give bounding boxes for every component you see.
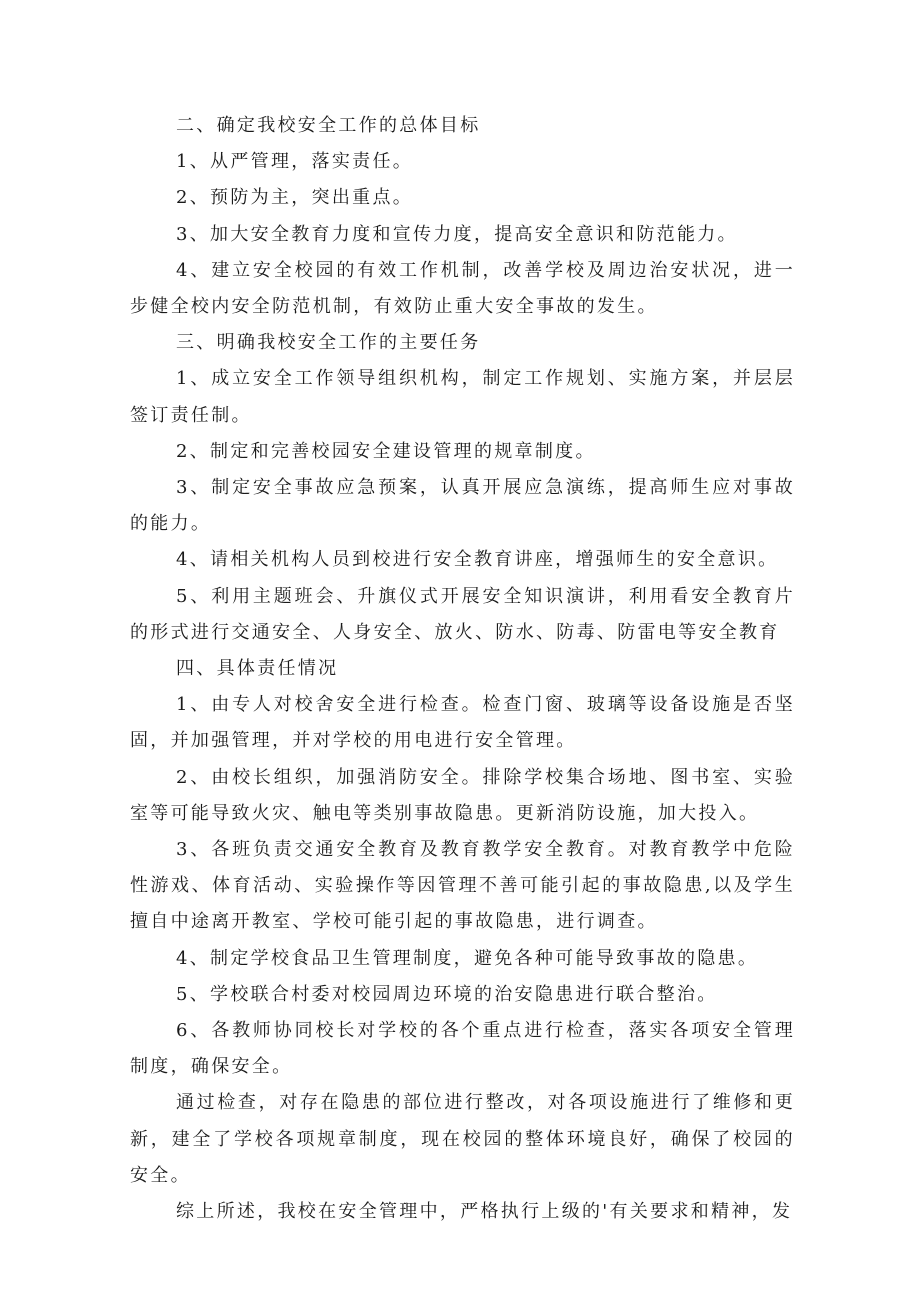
section-heading-tasks: 三、明确我校安全工作的主要任务 bbox=[176, 332, 481, 354]
conclusion-paragraph: 综上所述，我校在安全管理中，严格执行上级的'有关要求和精神，发 bbox=[176, 1201, 793, 1223]
task-item-2: 2、制定和完善校园安全建设管理的规章制度。 bbox=[176, 440, 596, 462]
goal-item-4: 4、建立安全校园的有效工作机制，改善学校及周边治安状况，进一步健全校内安全防范机制，有效防止重大安全事故的发生。 bbox=[130, 259, 795, 318]
goal-item-2: 2、预防为主，突出重点。 bbox=[176, 187, 414, 209]
responsibility-item-6: 6、各教师协同校长对学校的各个重点进行检查，落实各项安全管理制度，确保安全。 bbox=[130, 1020, 795, 1078]
goal-item-1: 1、从严管理，落实责任。 bbox=[176, 151, 414, 173]
task-item-3: 3、制定安全事故应急预案，认真开展应急演练，提高师生应对事故的能力。 bbox=[130, 477, 795, 535]
responsibility-item-5: 5、学校联合村委对校园周边环境的治安隐患进行联合整治。 bbox=[176, 983, 718, 1005]
responsibility-item-1: 1、由专人对校舍安全进行检查。检查门窗、玻璃等设备设施是否坚固，并加强管理，并对学校的用电进行安全管理。 bbox=[130, 694, 795, 752]
section-heading-responsibilities: 四、具体责任情况 bbox=[176, 658, 339, 680]
responsibility-item-3: 3、各班负责交通安全教育及教育教学安全教育。对教育教学中危险性游戏、体育活动、实验操作等因管理不善可能引起的事故隐患,以及学生擅自中途离开教室、学校可能引起的事故隐患，进行调查。 bbox=[130, 839, 795, 933]
document-body bbox=[130, 108, 795, 1230]
task-item-5: 5、利用主题班会、升旗仪式开展安全知识演讲，利用看安全教育片的形式进行交通安全、人身安全、放火、防水、防毒、防雷电等安全教育 bbox=[130, 585, 795, 643]
section-heading-goals: 二、确定我校安全工作的总体目标 bbox=[176, 115, 481, 136]
goal-item-3: 3、加大安全教育力度和宣传力度，提高安全意识和防范能力。 bbox=[176, 223, 738, 245]
inspection-summary-paragraph: 通过检查，对存在隐患的部位进行整改，对各项设施进行了维修和更新，建全了学校各项规章制度，现在校园的整体环境良好，确保了校园的安全。 bbox=[130, 1092, 795, 1186]
task-item-4: 4、请相关机构人员到校进行安全教育讲座，增强师生的安全意识。 bbox=[176, 549, 779, 571]
responsibility-item-2: 2、由校长组织，加强消防安全。排除学校集合场地、图书室、实验室等可能导致火灾、触电等类别事故隐患。更新消防设施，加大投入。 bbox=[130, 766, 795, 824]
responsibility-item-4: 4、制定学校食品卫生管理制度，避免各种可能导致事故的隐患。 bbox=[176, 947, 759, 969]
task-item-1: 1、成立安全工作领导组织机构，制定工作规划、实施方案，并层层签订责任制。 bbox=[130, 368, 795, 426]
